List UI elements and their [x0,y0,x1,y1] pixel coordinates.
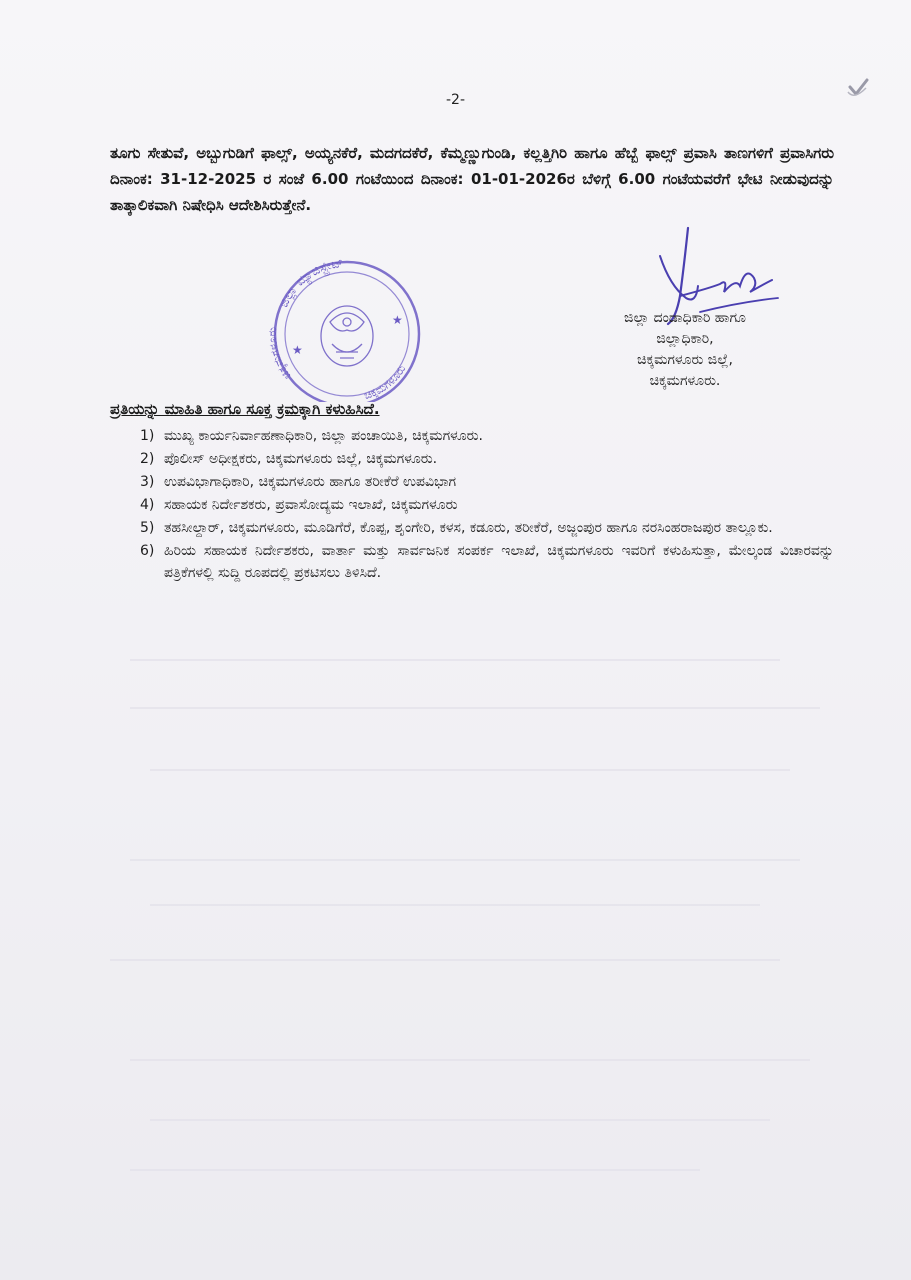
seal-text-left: ಚಿಕ್ಕಮಗಳೂರು [265,326,294,383]
seal-text-bottom: ಚಿಕ್ಕಮಗಳೂರು [362,362,409,402]
signatory-block [580,308,790,392]
list-item: 4) ಸಹಾಯಕ ನಿರ್ದೇಶಕರು, ಪ್ರವಾಸೋದ್ಯಮ ಇಲಾಖೆ, ಚಿಕ್ಕಮಗಳೂರು [140,497,458,513]
star-icon: ★ [292,343,303,357]
copy-to-heading: ಪ್ರತಿಯನ್ನು ಮಾಹಿತಿ ಹಾಗೂ ಸೂಕ್ತ ಕ್ರಮಕ್ಕಾಗಿ ಕಳುಹಿಸಿದೆ. [110,400,380,418]
seal-text-top: ಜಿಲ್ಲಾ ಮ್ಯಾಜಿಸ್ಟ್ರೇಟ್ [276,255,345,310]
svg-text:ಜಿಲ್ಲಾ ಮ್ಯಾಜಿಸ್ಟ್ರೇಟ್ [276,256,344,309]
list-item: 2) ಪೊಲೀಸ್ ಅಧೀಕ್ಷಕರು, ಚಿಕ್ಕಮಗಳೂರು ಜಿಲ್ಲೆ, ಚಿಕ್ಕಮಗಳೂರು. [140,451,438,467]
star-icon: ★ [392,313,403,327]
list-item: 5) ತಹಸೀಲ್ದಾರ್, ಚಿಕ್ಕಮಗಳೂರು, ಮೂಡಿಗೆರೆ, ಕೊಪ್ಪ, ಶೃಂಗೇರಿ, ಕಳಸ, ಕಡೂರು, ತರೀಕೆರೆ, ಅಜ್ಜಂಪುರ ಹಾಗೂ ನರಸಿಂಹರಾಜಪುರ ತಾಲ್ಲೂಕು. [140,520,773,536]
signatory-line: ಚಿಕ್ಕಮಗಳೂರು. [649,373,721,389]
list-item: 3) ಉಪವಿಭಾಗಾಧಿಕಾರಿ, ಚಿಕ್ಕಮಗಳೂರು ಹಾಗೂ ತರೀಕೆರೆ ಉಪವಿಭಾಗ [140,474,457,490]
signatory-line: ಚಿಕ್ಕಮಗಳೂರು ಜಿಲ್ಲೆ, [637,352,733,368]
emblem-icon [321,306,373,366]
signatory-line: ಜಿಲ್ಲಾ ದಂಡಾಧಿಕಾರಿ ಹಾಗೂ [624,310,746,326]
official-seal [252,252,442,402]
page-number: -2- [445,92,465,108]
list-item: 6) ಹಿರಿಯ ಸಹಾಯಕ ನಿರ್ದೇಶಕರು, ವಾರ್ತಾ ಮತ್ತು ಸಾರ್ವಜನಿಕ ಸಂಪರ್ಕ ಇಲಾಖೆ, ಚಿಕ್ಕಮಗಳೂರು ಇವರಿಗೆ ಕಳುಹಿಸುತ್ತಾ, ಮೇಲ್ಕಂಡ ವಿಚಾರವನ್ನು ಪತ್ರಿಕೆಗಳಲ್ಲಿ ಸುದ್ದಿ ರೂಪದಲ್ಲಿ ಪ್ರಕಟಿಸಲು ತಿಳಿಸಿದೆ. [140,543,834,581]
list-item: 1) ಮುಖ್ಯ ಕಾರ್ಯನಿರ್ವಾಹಣಾಧಿಕಾರಿ, ಜಿಲ್ಲಾ ಪಂಚಾಯಿತಿ, ಚಿಕ್ಕಮಗಳೂರು. [140,428,483,444]
check-mark-icon [844,74,872,102]
recipient-list [140,425,834,585]
signatory-line: ಜಿಲ್ಲಾಧಿಕಾರಿ, [656,331,714,347]
order-paragraph: ತೂಗು ಸೇತುವೆ, ಅಬ್ಬುಗುಡಿಗೆ ಫಾಲ್ಸ್, ಅಯ್ಯನಕೆರೆ, ಮದಗದಕೆರೆ, ಕೆಮ್ಮಣ್ಣುಗುಂಡಿ, ಕಲ್ಲತ್ತಿಗಿರಿ ಹಾಗೂ ಹೆಬ್ಬೆ ಫಾಲ್ಸ್ ಪ್ರವಾಸಿ ತಾಣಗಳಿಗೆ ಪ್ರವಾಸಿಗರು ದಿನಾಂಕ: 31-12-2025 ರ ಸಂಜೆ 6.00 ಗಂಟೆಯಿಂದ ದಿನಾಂಕ: 01-01-2026ರ ಬೆಳಿಗ್ಗೆ 6.00 ಗಂಟೆಯವರೆಗೆ ಭೇಟಿ ನೀಡುವುದನ್ನು ತಾತ್ಕಾಲಿಕವಾಗಿ ನಿಷೇಧಿಸಿ ಆದೇಶಿಸಿರುತ್ತೇನೆ. [110,144,834,214]
svg-text:ಚಿಕ್ಕಮಗಳೂರು [266,326,294,382]
